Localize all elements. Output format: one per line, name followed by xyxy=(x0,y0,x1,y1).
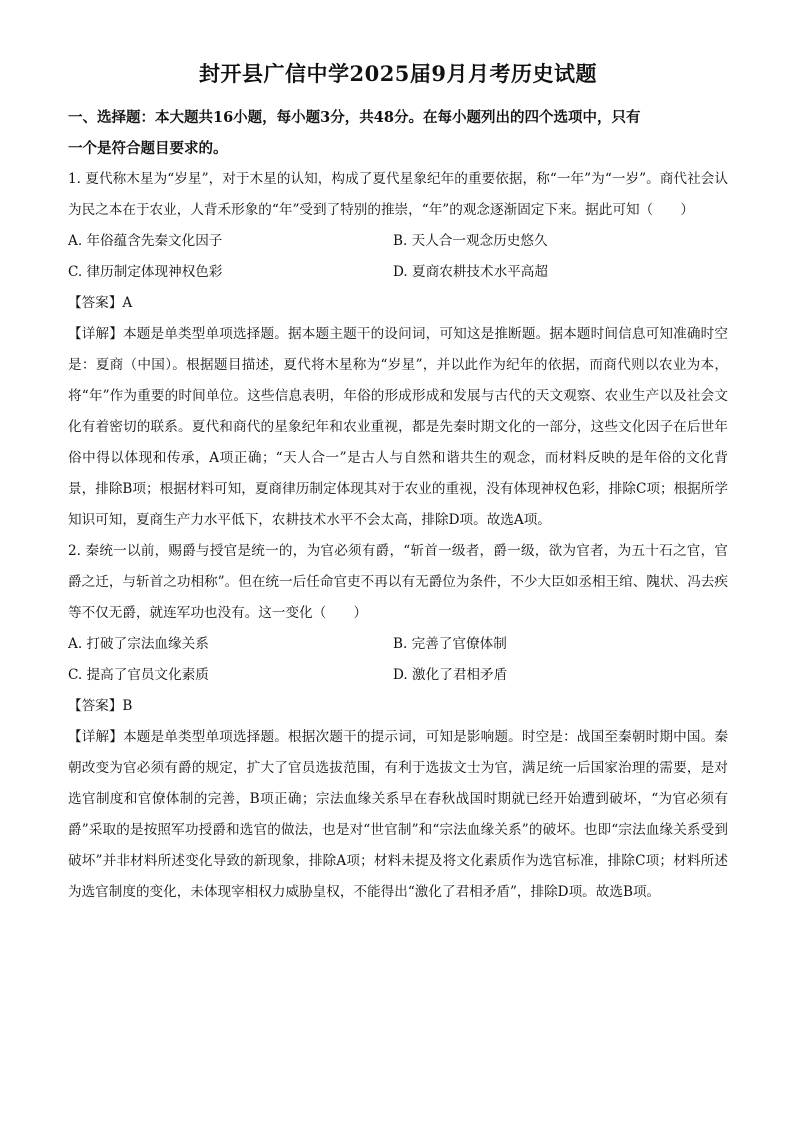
section-heading-line1: 一、选择题：本大题共16小题，每小题3分，共48分。在每小题列出的四个选项中，只有 xyxy=(68,109,641,126)
detail-text: 本题是单类型单项选择题。据本题主题干的设问词，可知这是推断题。据本题时间信息可知准确时空是：夏商（中国）。根据题目描述，夏代将木星称为“岁星”，并以此作为纪年的依据，而商代则以农业为本，将“年”作为重要的时间单位。这些信息表明，年俗的形成形成和发展与古代的天文观察、农业生产以及社会文化有着密切的联系。夏代和商代的星象纪年和农业重视，都是先秦时期文化的一部分，这些文化因子在后世年俗中得以体现和传承，A项正确；“天人合一”是古人与自然和谐共生的观念，而材料反映的是年俗的文化背景，排除B项；根据材料可知，夏商律历制定体现其对于农业的重视，没有体现神权色彩，排除C项；根据所学知识可知，夏商生产力水平低下，农耕技术水平不会太高，排除D项。故选A项。 xyxy=(68,326,728,528)
answer-value: A xyxy=(122,295,133,311)
answer-tag: 【答案】 xyxy=(68,295,123,311)
question-1-option-b: B. 天人合一观念历史悠久 xyxy=(393,233,548,249)
question-2-answer xyxy=(68,691,728,722)
question-2 xyxy=(68,536,728,908)
page-title: 封开县广信中学2025届9月月考历史试题 xyxy=(198,61,598,86)
question-2-option-c: C. 提高了官员文化素质 xyxy=(68,667,209,683)
question-2-option-b: B. 完善了官僚体制 xyxy=(393,636,507,652)
detail-text: 本题是单类型单项选择题。根据次题干的提示词，可知是影响题。时空是：战国至秦朝时期中国。秦朝改变为官必须有爵的规定，扩大了官员选拔范围，有利于选拔文士为官，满足统一后国家治理的需要，是对选官制度和官僚体制的完善，B项正确；宗法血缘关系早在春秋战国时期就已经开始遭到破坏，“为官必须有爵”采取的是按照军功授爵和选官的做法，也是对“世官制”和“宗法血缘关系”的破坏。也即“宗法血缘关系受到破坏”并非材料所述变化导致的新现象，排除A项；材料未提及将文化素质作为选官标准，排除C项；材料所述为选官制度的变化，未体现宰相权力威胁皇权，不能得出“激化了君相矛盾”，排除D项。故选B项。 xyxy=(68,729,728,900)
question-1-detail xyxy=(68,319,728,536)
detail-tag: 【详解】 xyxy=(68,326,124,342)
section-heading xyxy=(68,102,728,164)
question-1-option-c: C. 律历制定体现神权色彩 xyxy=(68,264,223,280)
question-1-stem: 1. 夏代称木星为“岁星”，对于木星的认知，构成了夏代星象纪年的重要依据，称“一年”为“一岁”。商代社会认为民之本在于农业，人背禾形象的“年”受到了特别的推崇，“年”的观念逐渐固定下来。据此可知（ ） xyxy=(68,171,728,218)
question-1-options xyxy=(68,226,728,288)
question-2-options xyxy=(68,629,728,691)
answer-tag: 【答案】 xyxy=(68,698,123,714)
detail-tag: 【详解】 xyxy=(68,729,124,745)
question-2-stem: 2. 秦统一以前，赐爵与授官是统一的，为官必须有爵，“斩首一级者，爵一级，欲为官者，为五十石之官，官爵之迁，与斩首之功相称”。但在统一后任命官吏不再以有无爵位为条件，不少大臣如丞相王绾、隗状、冯去疾等不仅无爵，就连军功也没有。这一变化（ ） xyxy=(68,543,728,621)
question-1-option-d: D. 夏商农耕技术水平高超 xyxy=(393,264,548,280)
exam-page xyxy=(68,60,728,908)
section-heading-line2: 一个是符合题目要求的。 xyxy=(68,140,228,157)
question-2-option-a: A. 打破了宗法血缘关系 xyxy=(68,636,209,652)
question-1-option-a: A. 年俗蕴含先秦文化因子 xyxy=(68,233,223,249)
question-1 xyxy=(68,164,728,536)
question-2-option-d: D. 激化了君相矛盾 xyxy=(393,667,508,683)
question-1-answer xyxy=(68,288,728,319)
answer-value: B xyxy=(122,698,133,714)
question-2-detail xyxy=(68,722,728,908)
